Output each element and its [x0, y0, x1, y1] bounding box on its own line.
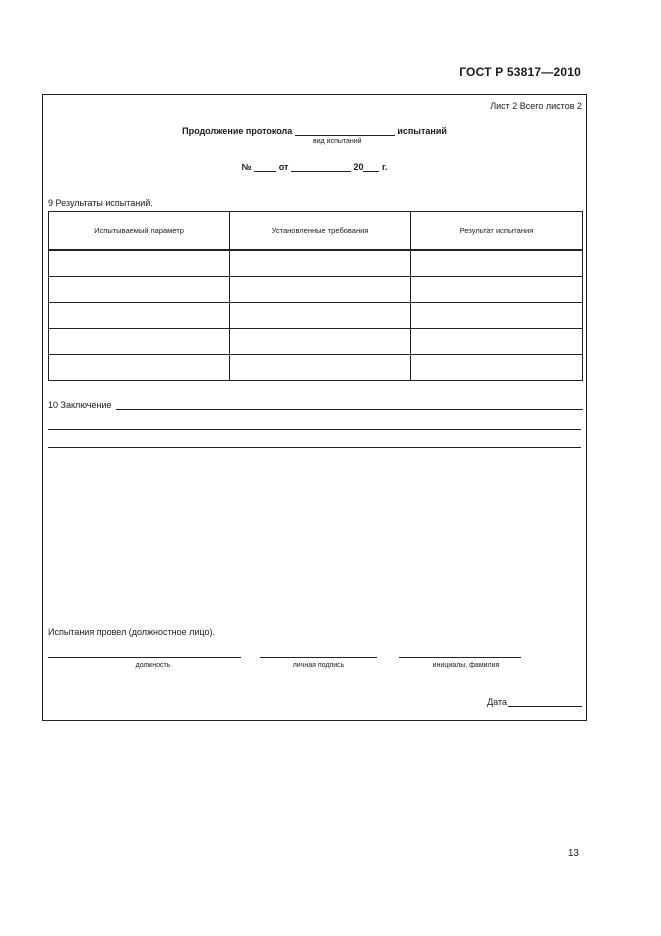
position-line[interactable]	[48, 657, 241, 658]
table-cell[interactable]	[411, 250, 583, 277]
conclusion-line[interactable]	[48, 447, 581, 448]
test-type-blank[interactable]	[295, 125, 395, 136]
table-cell[interactable]	[49, 329, 230, 355]
table-row	[49, 250, 583, 277]
number-label: №	[241, 162, 252, 172]
year-suffix: г.	[381, 162, 388, 172]
signature-caption: личная подпись	[292, 662, 345, 669]
conclusion-section	[48, 400, 583, 410]
table-cell[interactable]	[230, 277, 411, 303]
table-cell[interactable]	[49, 303, 230, 329]
title-prefix: Продолжение протокола	[182, 126, 293, 136]
sheet-count: Лист 2 Всего листов 2	[490, 101, 582, 111]
table-cell[interactable]	[230, 303, 411, 329]
title-suffix: испытаний	[397, 126, 447, 136]
standard-number: ГОСТ Р 53817—2010	[459, 65, 581, 79]
table-cell[interactable]	[411, 277, 583, 303]
conclusion-label: 10 Заключение	[48, 400, 112, 410]
conclusion-line[interactable]	[116, 400, 584, 410]
position-caption: должность	[135, 662, 171, 669]
table-row	[49, 303, 583, 329]
protocol-form	[42, 94, 587, 721]
results-table	[48, 211, 583, 381]
table-row	[49, 329, 583, 355]
protocol-title	[43, 125, 586, 136]
column-header-requirements: Установленные требования	[230, 212, 411, 251]
name-caption: инициалы, фамилия	[432, 662, 500, 669]
conclusion-line[interactable]	[48, 429, 581, 430]
number-blank[interactable]	[254, 161, 276, 172]
table-cell[interactable]	[230, 250, 411, 277]
table-cell[interactable]	[49, 355, 230, 381]
table-row	[49, 355, 583, 381]
protocol-number-line	[43, 161, 586, 172]
test-type-caption: вид испытаний	[313, 138, 362, 145]
table-row	[49, 277, 583, 303]
year-blank[interactable]	[363, 161, 379, 172]
table-cell[interactable]	[49, 277, 230, 303]
page-number: 13	[567, 848, 579, 859]
performed-by-label: Испытания провел (должностное лицо).	[48, 627, 215, 637]
column-header-parameter: Испытываемый параметр	[49, 212, 230, 251]
date-line[interactable]	[508, 697, 582, 707]
from-label: от	[278, 162, 289, 172]
table-cell[interactable]	[230, 355, 411, 381]
table-cell[interactable]	[411, 329, 583, 355]
date-label: Дата	[487, 697, 507, 707]
date-field	[487, 697, 582, 707]
name-line[interactable]	[399, 657, 521, 658]
table-cell[interactable]	[411, 355, 583, 381]
table-cell[interactable]	[49, 250, 230, 277]
table-cell[interactable]	[230, 329, 411, 355]
year-prefix: 20	[353, 162, 364, 172]
signature-line[interactable]	[260, 657, 377, 658]
table-cell[interactable]	[411, 303, 583, 329]
column-header-result: Результат испытания	[411, 212, 583, 251]
results-section-title: 9 Результаты испытаний.	[48, 198, 153, 208]
date-blank[interactable]	[291, 161, 351, 172]
